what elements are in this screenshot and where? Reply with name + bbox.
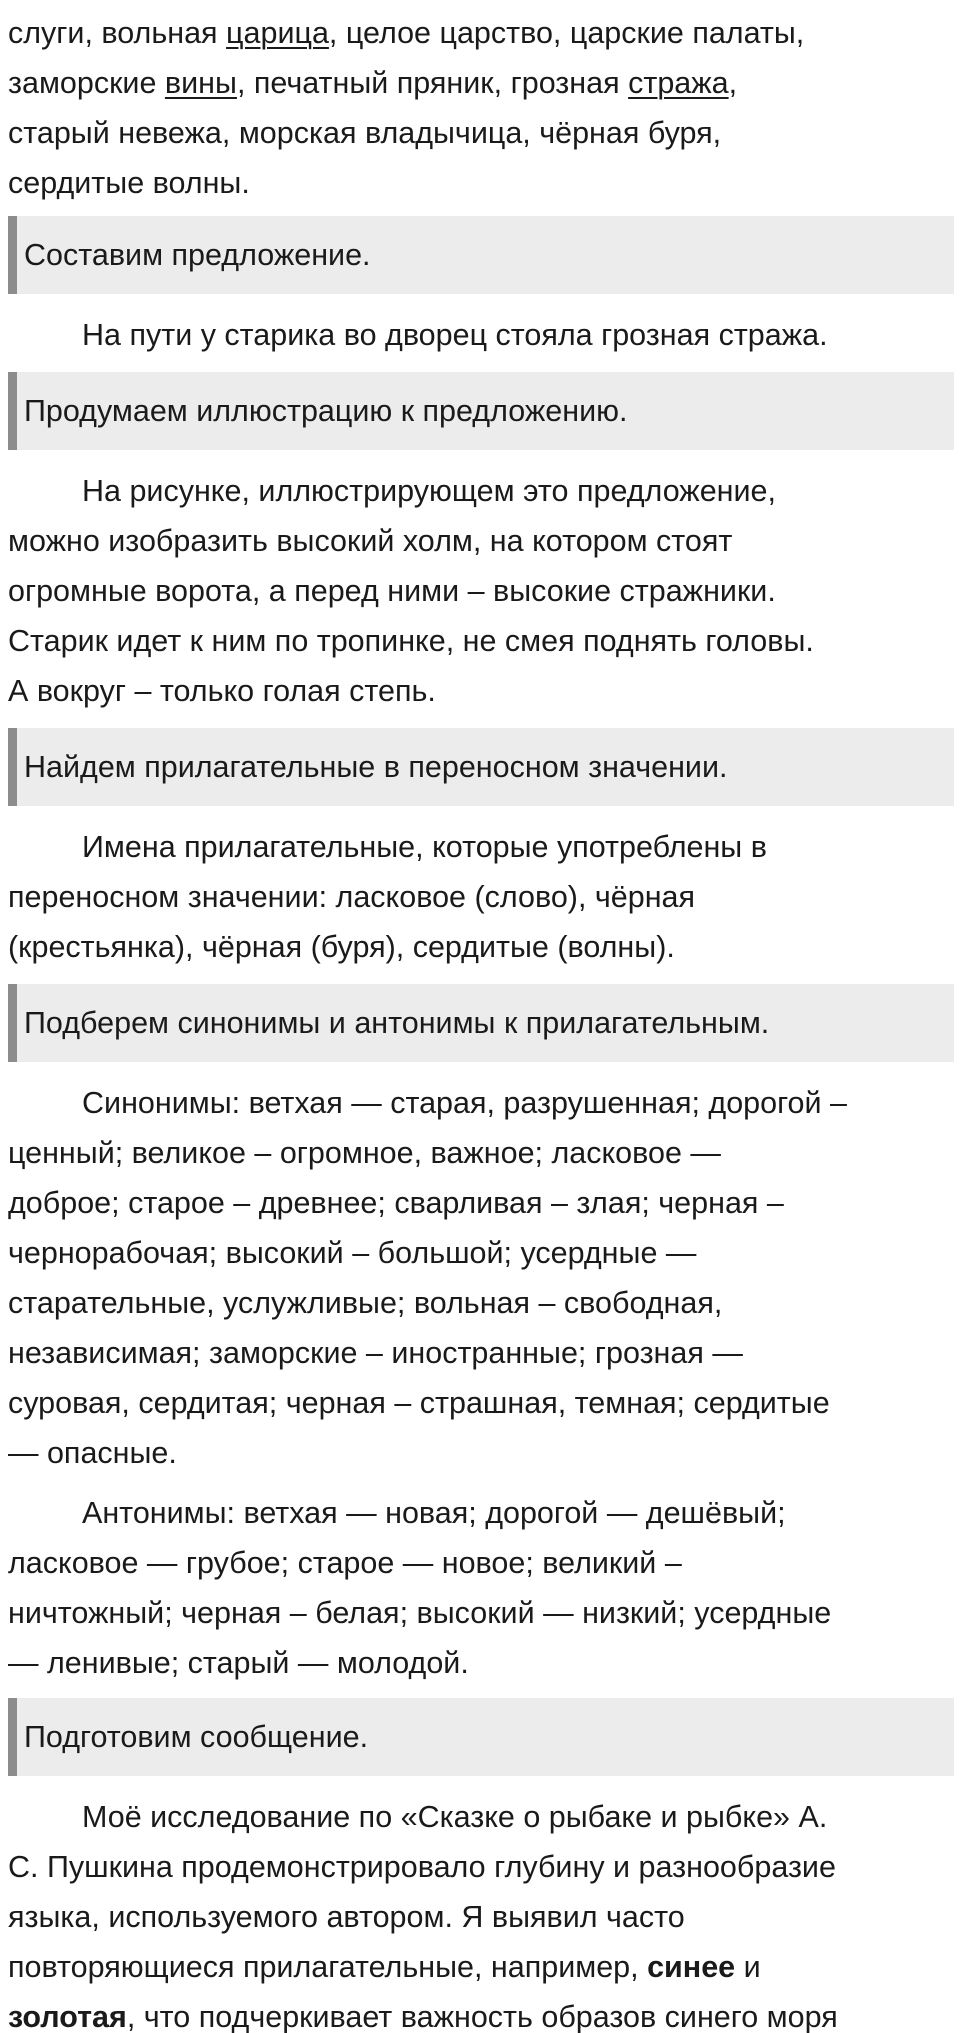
text-line: старательные, услужливые; вольная – свободная,: [8, 1286, 723, 1320]
underlined-word: вины: [164, 66, 237, 100]
text-line: ценный; великое – огромное, важное; ласковое —: [8, 1136, 721, 1170]
paragraph-synonyms: [0, 1078, 960, 1478]
text-line: — опасные.: [8, 1436, 177, 1470]
heading-text: Подготовим сообщение.: [24, 1720, 369, 1754]
text-line: переносном значении: ласковое (слово), чёрная: [8, 880, 696, 914]
text-run: языка, используемого автором. Я выявил часто: [8, 1900, 685, 1934]
underlined-word: стража: [628, 66, 729, 100]
section-heading-compose-sentence: [8, 216, 954, 294]
section-body-synonyms: [0, 1078, 960, 1478]
message-paragraph: [0, 1792, 960, 2033]
text-run: старый невежа, морская владычица, чёрная буря,: [8, 116, 722, 150]
text-line: Синонимы: ветхая — старая, разрушенная; дорогой –: [82, 1086, 847, 1120]
text-line: — ленивые; старый — молодой.: [8, 1646, 469, 1680]
paragraph: [0, 822, 960, 972]
intro-text: [0, 8, 960, 208]
heading-text: Подберем синонимы и антонимы к прилагательным.: [24, 1006, 770, 1040]
text-line: А вокруг – только голая степь.: [8, 674, 436, 708]
text-run: и: [735, 1950, 761, 1984]
section-body-illustration: [0, 466, 960, 716]
text-line: Имена прилагательные, которые употреблены в: [82, 830, 767, 864]
paragraph: [0, 466, 960, 716]
text-line: независимая; заморские – иностранные; грозная —: [8, 1336, 743, 1370]
heading-accent-bar: [8, 372, 17, 450]
text-line: ласковое — грубое; старое — новое; великий –: [8, 1546, 682, 1580]
text-run: повторяющиеся прилагательные, например,: [8, 1950, 648, 1984]
heading-text: Найдем прилагательные в переносном значении.: [24, 750, 728, 784]
text-run: ,: [728, 66, 738, 100]
text-line: (крестьянка), чёрная (буря), сердитые (волны).: [8, 930, 675, 964]
underlined-word: царица: [226, 16, 329, 50]
heading-accent-bar: [8, 728, 17, 806]
text-run: слуги, вольная: [8, 16, 227, 50]
text-line: Старик идет к ним по тропинке, не смея поднять головы.: [8, 624, 814, 658]
text-line: огромные ворота, а перед ними – высокие стражники.: [8, 574, 776, 608]
heading-accent-bar: [8, 984, 17, 1062]
text-run: , целое царство, царские палаты,: [328, 16, 805, 50]
text-run: заморские: [8, 66, 165, 100]
section-body-antonyms: [0, 1488, 960, 1688]
section-heading-figurative-adjectives: [8, 728, 954, 806]
text-line: можно изобразить высокий холм, на котором стоят: [8, 524, 733, 558]
text-line: суровая, сердитая; черная – страшная, темная; сердитые: [8, 1386, 830, 1420]
intro-paragraph: [0, 8, 960, 208]
text-line: На рисунке, иллюстрирующем это предложение,: [82, 474, 776, 508]
heading-accent-bar: [8, 216, 17, 294]
text-line: доброе; старое – древнее; сварливая – злая; черная –: [8, 1186, 784, 1220]
section-heading-synonyms-antonyms: [8, 984, 954, 1062]
paragraph-antonyms: [0, 1488, 960, 1688]
paragraph: [0, 310, 960, 360]
heading-text: Продумаем иллюстрацию к предложению.: [24, 394, 628, 428]
heading-text: Составим предложение.: [24, 238, 371, 272]
section-heading-prepare-message: [8, 1698, 954, 1776]
text-run: С. Пушкина продемонстрировало глубину и разнообразие: [8, 1850, 836, 1884]
section-body-compose-sentence: [0, 310, 960, 360]
text-run: , печатный пряник, грозная: [236, 66, 629, 100]
text-line: чернорабочая; высокий – большой; усердные —: [8, 1236, 697, 1270]
section-body-figurative-adjectives: [0, 822, 960, 972]
text-run: , что подчеркивает важность образов синего моря: [126, 2000, 838, 2033]
section-heading-illustration: [8, 372, 954, 450]
bold-word: золотая: [8, 2000, 127, 2033]
text-line: На пути у старика во дворец стояла грозная стража.: [82, 318, 828, 352]
heading-accent-bar: [8, 1698, 17, 1776]
bold-word: синее: [647, 1950, 736, 1984]
text-line: ничтожный; черная – белая; высокий — низкий; усердные: [8, 1596, 832, 1630]
text-run: сердитые волны.: [8, 166, 250, 200]
section-body-message: [0, 1792, 960, 2033]
text-line: Антонимы: ветхая — новая; дорогой — дешёвый;: [82, 1496, 786, 1530]
text-run: Моё исследование по «Сказке о рыбаке и рыбке» А.: [82, 1800, 828, 1834]
